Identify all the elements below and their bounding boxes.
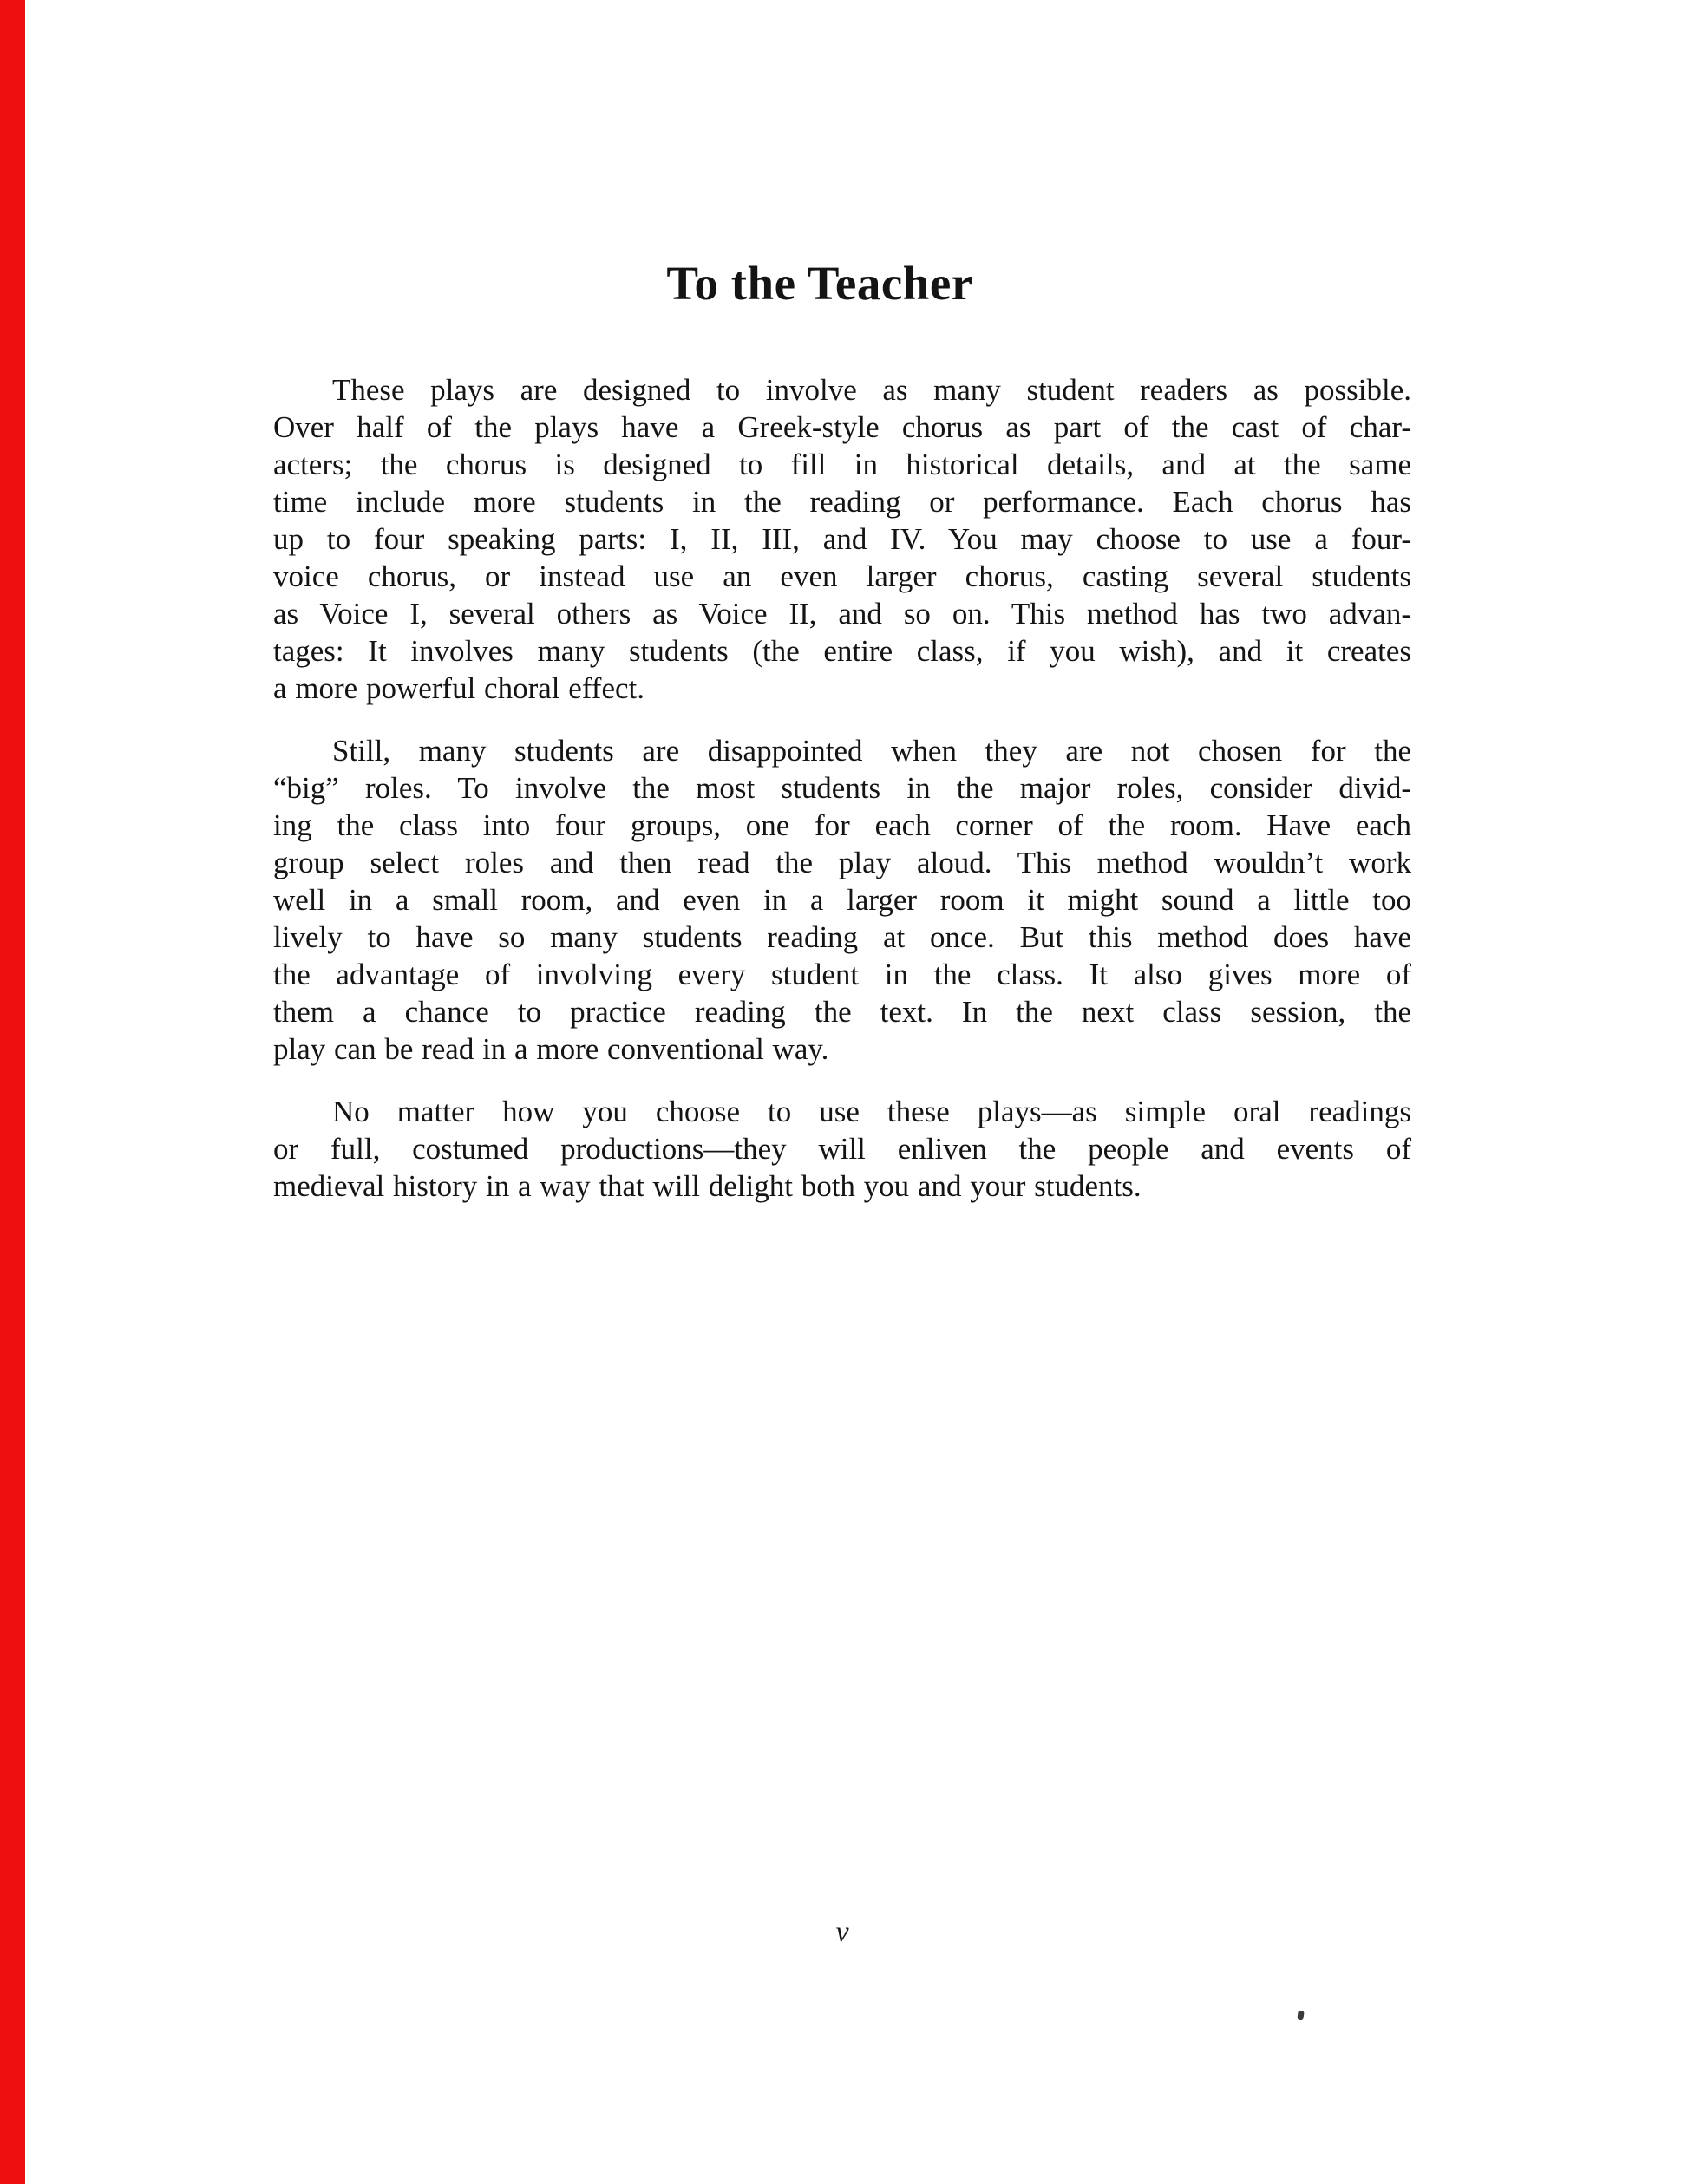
paragraph-3 [273, 1093, 1411, 1205]
paragraph-2 [273, 732, 1411, 1068]
text-line: These plays are designed to involve as many student readers as possible. [332, 373, 1411, 407]
page-title: To the Teacher [666, 257, 973, 310]
page-content [273, 0, 1411, 1205]
text-line: tages: It involves many students (the entire class, if you wish), and it creates [273, 634, 1411, 668]
text-line: play can be read in a more conventional way. [273, 1032, 829, 1066]
text-line: medieval history in a way that will delight both you and your students. [273, 1169, 1142, 1203]
text-line: up to four speaking parts: I, II, III, and IV. You may choose to use a four- [273, 522, 1411, 556]
text-line: as Voice I, several others as Voice II, and so on. This method has two advan- [273, 597, 1411, 631]
text-line: the advantage of involving every student in the class. It also gives more of [273, 958, 1411, 991]
text-line: lively to have so many students reading at once. But this method does have [273, 920, 1411, 954]
text-line: Still, many students are disappointed when they are not chosen for the [332, 734, 1411, 768]
text-line: acters; the chorus is designed to fill in historical details, and at the same [273, 448, 1411, 481]
text-line: “big” roles. To involve the most students in the major roles, consider divid- [273, 771, 1411, 805]
text-line: them a chance to practice reading the text. In the next class session, the [273, 995, 1411, 1029]
text-line: Over half of the plays have a Greek-style chorus as part of the cast of char- [273, 410, 1411, 444]
text-line: or full, costumed productions—they will enliven the people and events of [273, 1132, 1411, 1166]
text-line: ing the class into four groups, one for each corner of the room. Have each [273, 808, 1411, 842]
paragraph-1 [273, 371, 1411, 707]
body-text [273, 371, 1411, 1205]
page-number: v [835, 1916, 849, 1948]
text-line: a more powerful choral effect. [273, 671, 644, 705]
red-scan-edge-strip [0, 0, 25, 2184]
scan-artifact-speck [1297, 2011, 1304, 2021]
text-line: voice chorus, or instead use an even larger chorus, casting several students [273, 559, 1411, 593]
text-line: group select roles and then read the play aloud. This method wouldn’t work [273, 846, 1411, 879]
text-line: No matter how you choose to use these plays—as simple oral readings [332, 1095, 1411, 1128]
text-line: well in a small room, and even in a larger room it might sound a little too [273, 883, 1411, 917]
text-line: time include more students in the reading or performance. Each chorus has [273, 485, 1411, 519]
